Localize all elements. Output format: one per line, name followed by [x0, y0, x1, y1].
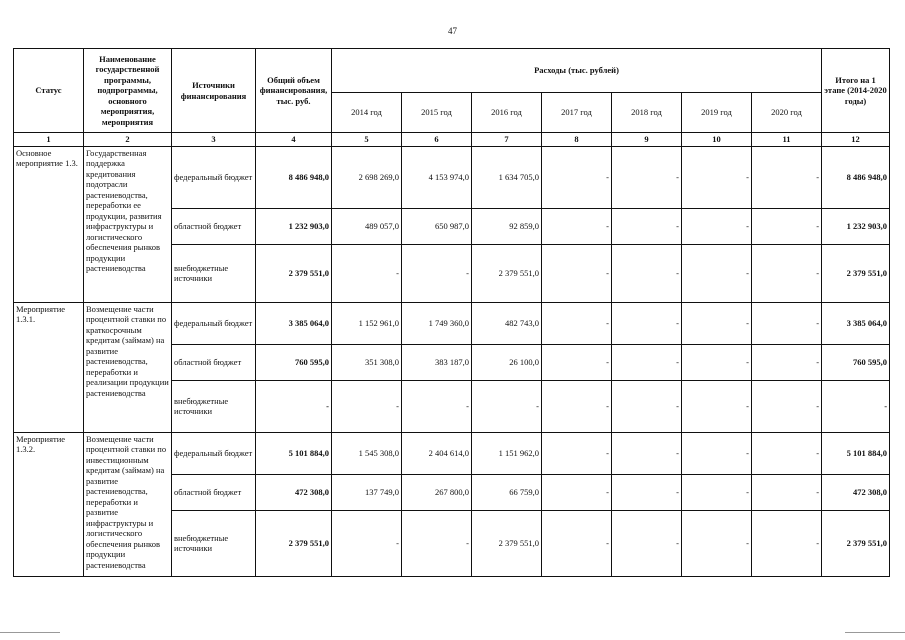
header-sources: Источники финансирования [172, 49, 256, 133]
year-value-cell: - [752, 380, 822, 432]
year-value-cell: - [612, 510, 682, 576]
year-value-cell: - [332, 510, 402, 576]
year-value-cell: 2 698 269,0 [332, 146, 402, 208]
column-number: 7 [472, 133, 542, 147]
column-number: 12 [822, 133, 890, 147]
year-value-cell: - [332, 380, 402, 432]
column-number: 9 [612, 133, 682, 147]
year-value-cell: 4 153 974,0 [402, 146, 472, 208]
year-value-cell: 92 859,0 [472, 208, 542, 244]
year-value-cell: - [542, 344, 612, 380]
year-value-cell: - [752, 208, 822, 244]
year-value-cell: - [682, 510, 752, 576]
year-value-cell: - [612, 244, 682, 302]
stage-total-cell: 472 308,0 [822, 474, 890, 510]
column-number: 8 [542, 133, 612, 147]
stage-total-cell: 8 486 948,0 [822, 146, 890, 208]
column-number: 5 [332, 133, 402, 147]
year-value-cell: - [682, 302, 752, 344]
table-row [14, 302, 890, 344]
year-value-cell: 1 749 360,0 [402, 302, 472, 344]
total-cell: 2 379 551,0 [256, 510, 332, 576]
header-stage-total: Итого на 1 этапе (2014-2020 годы) [822, 49, 890, 133]
stage-total-cell: 760 595,0 [822, 344, 890, 380]
header-status: Статус [14, 49, 84, 133]
page-edge-line [0, 632, 60, 633]
year-value-cell: 1 634 705,0 [472, 146, 542, 208]
year-value-cell: - [752, 244, 822, 302]
year-value-cell: - [612, 344, 682, 380]
year-value-cell: - [472, 380, 542, 432]
source-cell: внебюджетные источники [172, 510, 256, 576]
year-value-cell: - [612, 146, 682, 208]
year-value-cell: - [752, 510, 822, 576]
stage-total-cell: 2 379 551,0 [822, 510, 890, 576]
year-value-cell: 66 759,0 [472, 474, 542, 510]
year-value-cell: - [752, 344, 822, 380]
column-number: 3 [172, 133, 256, 147]
total-cell: 472 308,0 [256, 474, 332, 510]
year-value-cell: 351 308,0 [332, 344, 402, 380]
year-value-cell: 482 743,0 [472, 302, 542, 344]
year-value-cell: 489 057,0 [332, 208, 402, 244]
header-year: 2016 год [472, 93, 542, 133]
year-value-cell: 650 987,0 [402, 208, 472, 244]
year-value-cell: - [612, 474, 682, 510]
column-number: 2 [84, 133, 172, 147]
year-value-cell: - [752, 302, 822, 344]
year-value-cell: - [682, 432, 752, 474]
total-cell: - [256, 380, 332, 432]
column-number-row [14, 133, 890, 147]
year-value-cell: - [682, 208, 752, 244]
year-value-cell: 1 545 308,0 [332, 432, 402, 474]
status-cell: Основное мероприятие 1.3. [14, 146, 84, 302]
table-row [14, 432, 890, 474]
year-value-cell: - [542, 510, 612, 576]
year-value-cell: 26 100,0 [472, 344, 542, 380]
total-cell: 8 486 948,0 [256, 146, 332, 208]
year-value-cell: - [542, 208, 612, 244]
source-cell: областной бюджет [172, 474, 256, 510]
year-value-cell: - [402, 244, 472, 302]
total-cell: 5 101 884,0 [256, 432, 332, 474]
name-cell: Возмещение части процентной ставки по краткосрочным кредитам (займам) на развитие растениеводства, переработки и реализации продукции растениеводства [84, 302, 172, 432]
year-value-cell: - [402, 510, 472, 576]
column-number: 6 [402, 133, 472, 147]
year-value-cell: 2 404 614,0 [402, 432, 472, 474]
source-cell: внебюджетные источники [172, 244, 256, 302]
year-value-cell: - [542, 244, 612, 302]
stage-total-cell: 2 379 551,0 [822, 244, 890, 302]
year-value-cell: - [752, 432, 822, 474]
year-value-cell: - [542, 474, 612, 510]
stage-total-cell: 3 385 064,0 [822, 302, 890, 344]
stage-total-cell: - [822, 380, 890, 432]
total-cell: 2 379 551,0 [256, 244, 332, 302]
year-value-cell: - [542, 380, 612, 432]
stage-total-cell: 1 232 903,0 [822, 208, 890, 244]
column-number: 10 [682, 133, 752, 147]
total-cell: 760 595,0 [256, 344, 332, 380]
column-number: 1 [14, 133, 84, 147]
header-year: 2019 год [682, 93, 752, 133]
year-value-cell: - [752, 474, 822, 510]
year-value-cell: - [752, 146, 822, 208]
page-edge-line [845, 632, 905, 633]
year-value-cell: 383 187,0 [402, 344, 472, 380]
year-value-cell: 1 152 961,0 [332, 302, 402, 344]
header-year: 2020 год [752, 93, 822, 133]
source-cell: федеральный бюджет [172, 146, 256, 208]
source-cell: внебюджетные источники [172, 380, 256, 432]
year-value-cell: - [332, 244, 402, 302]
column-number: 4 [256, 133, 332, 147]
year-value-cell: - [402, 380, 472, 432]
year-value-cell: - [682, 380, 752, 432]
stage-total-cell: 5 101 884,0 [822, 432, 890, 474]
column-number: 11 [752, 133, 822, 147]
year-value-cell: 2 379 551,0 [472, 510, 542, 576]
year-value-cell: 1 151 962,0 [472, 432, 542, 474]
year-value-cell: - [682, 146, 752, 208]
header-year: 2018 год [612, 93, 682, 133]
header-total: Общий объем финансирования, тыс. руб. [256, 49, 332, 133]
source-cell: федеральный бюджет [172, 302, 256, 344]
year-value-cell: 2 379 551,0 [472, 244, 542, 302]
year-value-cell: 137 749,0 [332, 474, 402, 510]
year-value-cell: - [682, 344, 752, 380]
header-name: Наименование государственной программы, подпрограммы, основного мероприятия, мероприятия [84, 49, 172, 133]
header-year: 2014 год [332, 93, 402, 133]
year-value-cell: - [542, 302, 612, 344]
source-cell: федеральный бюджет [172, 432, 256, 474]
year-value-cell: - [542, 146, 612, 208]
year-value-cell: - [612, 432, 682, 474]
source-cell: областной бюджет [172, 344, 256, 380]
source-cell: областной бюджет [172, 208, 256, 244]
year-value-cell: - [612, 380, 682, 432]
header-year: 2017 год [542, 93, 612, 133]
total-cell: 1 232 903,0 [256, 208, 332, 244]
budget-table [13, 48, 890, 577]
year-value-cell: - [612, 302, 682, 344]
table-row [14, 146, 890, 208]
year-value-cell: 267 800,0 [402, 474, 472, 510]
year-value-cell: - [682, 474, 752, 510]
header-expenses: Расходы (тыс. рублей) [332, 49, 822, 93]
year-value-cell: - [612, 208, 682, 244]
year-value-cell: - [542, 432, 612, 474]
header-year: 2015 год [402, 93, 472, 133]
page-number: 47 [448, 26, 457, 36]
name-cell: Государственная поддержка кредитования подотрасли растениеводства, переработки ее продукции, развития инфраструктуры и логистического обеспечения рынков продукции растениеводства [84, 146, 172, 302]
year-value-cell: - [682, 244, 752, 302]
status-cell: Мероприятие 1.3.1. [14, 302, 84, 432]
name-cell: Возмещение части процентной ставки по инвестиционным кредитам (займам) на развитие растениеводства, переработки и развитие инфраструктуры и логистического обеспечения рынков продукции растениеводства [84, 432, 172, 576]
status-cell: Мероприятие 1.3.2. [14, 432, 84, 576]
total-cell: 3 385 064,0 [256, 302, 332, 344]
